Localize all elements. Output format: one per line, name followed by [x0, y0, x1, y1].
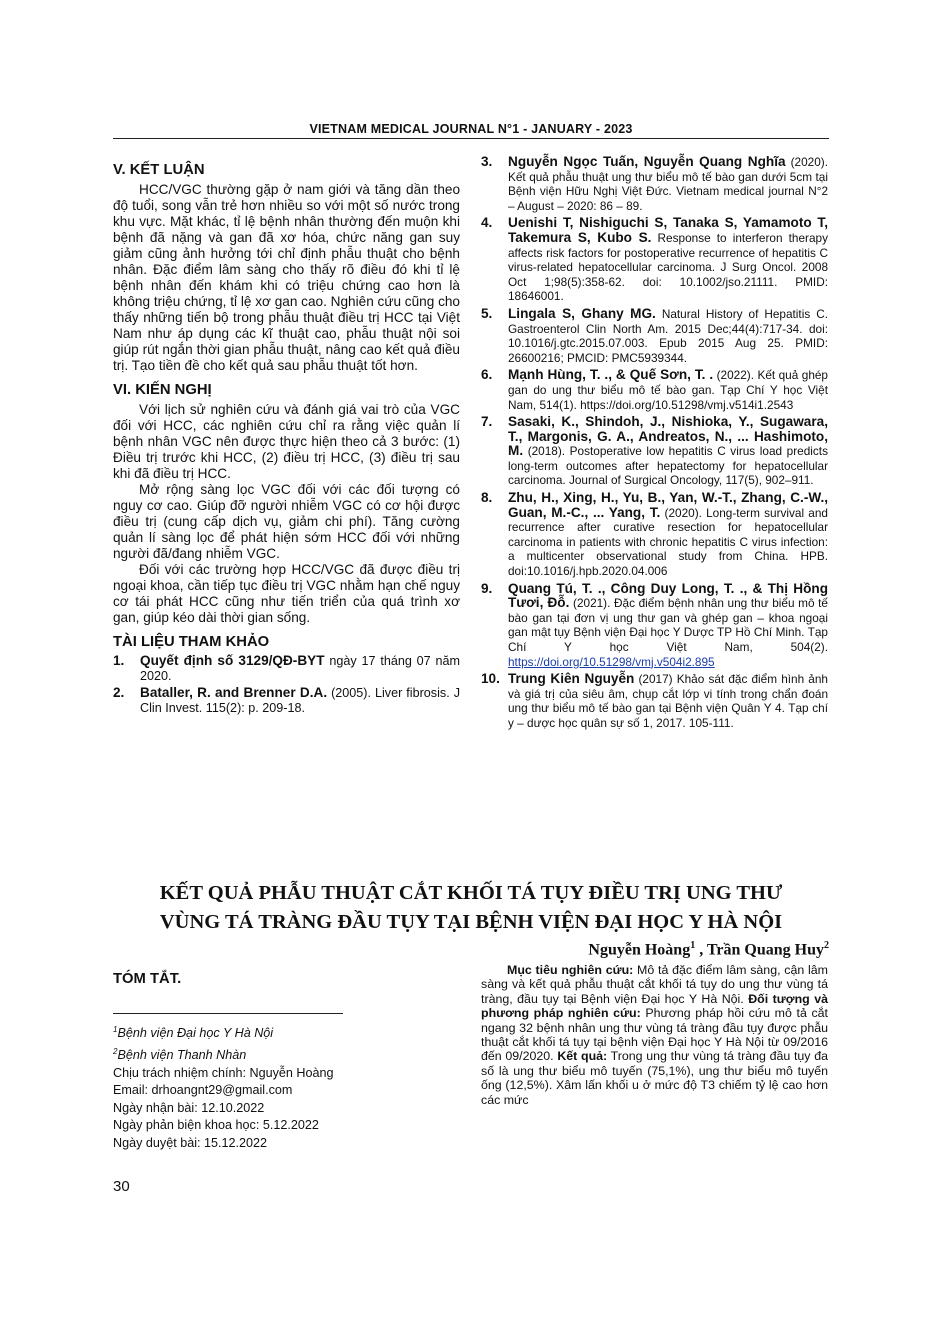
footnotes: [113, 1021, 413, 1153]
section-heading-recommendations: VI. KIẾN NGHỊ: [113, 382, 212, 398]
reference-authors: Mạnh Hùng, T. ., & Quế Sơn, T. .: [508, 367, 714, 383]
reference-number: 7.: [481, 414, 493, 430]
reference-number: 8.: [481, 490, 493, 506]
conclusion-paragraph: HCC/VGC thường gặp ở nam giới và tăng dần theo độ tuổi, song vẫn trẻ hơn nhiều so với một số nước trong khu vực. Mặt khác, tỉ lệ bệnh nhân thường đến muộn khi bệnh đã nặng và gan đã xơ hóa, chức năng gan suy giảm cũng ảnh hưởng tới chỉ định phẫu thuật cho bệnh nhân. Đặc điểm lâm sàng cho thấy rõ điều đó khi tỉ lệ bệnh nhân đến khám khi có triệu chứng cao hơn là không triệu chứng, tỉ lệ xơ gan cao. Nghiên cứu cũng cho thấy những tiến bộ trong phẫu thuật điều trị HCC tại Việt Nam như áp dụng các kĩ thuật cao, phẫu thuật nội soi giúp rút ngắn thời gian phẫu thuật, nâng cao kết quả điều trị. Tạo tiền đề cho kết quả sau phẫu thuật tốt hơn.: [113, 182, 460, 373]
abstract-paragraph: [481, 963, 828, 1107]
reference-list-right: [481, 155, 828, 731]
reference-details: (2018). Postoperative low hepatitis C virus load predicts long-term outcomes after hepatectomy for hepatocellular carcinoma. Journal of Surgical Oncology, 117(5), 902–911.: [508, 444, 828, 488]
reference-authors: Uenishi T, Nishiguchi S, Tanaka S, Yamamoto T, Takemura S, Kubo S.: [508, 215, 828, 245]
reference-details: (2021). Đặc điểm bệnh nhân ung thư biểu mô tế bào gan tại đơn vị ung thư gan và ghép gan – khoa ngoại gan mật tụy Bệnh viện Đại học Y Dược TP Hồ Chí Minh. Tạp Chí Y học Việt Nam, 504(2).: [508, 596, 828, 654]
affiliation-2: [113, 1043, 413, 1065]
article-title-line-1: KẾT QUẢ PHẪU THUẬT CẮT KHỐI TÁ TỤY ĐIỀU TRỊ UNG THƯ: [159, 882, 783, 904]
section-heading-conclusion: V. KẾT LUẬN: [113, 162, 205, 178]
reference-authors: Quyết định số 3129/QĐ-BYT: [140, 653, 325, 668]
recommendation-paragraph-3: Đối với các trường hợp HCC/VGC đã được điều trị ngoại khoa, cần tiếp tục điều trị VGC nhằm hạn chế nguy cơ tái phát HCC cũng như tiến triển của quá trình xơ gan, giúp kéo dài thời gian sống.: [113, 562, 460, 625]
article-title-line-2: VÙNG TÁ TRÀNG ĐẦU TỤY TẠI BỆNH VIỆN ĐẠI HỌC Y HÀ NỘI: [159, 911, 783, 933]
reference-number: 4.: [481, 215, 493, 231]
reference-item: [481, 415, 828, 488]
reference-authors: Nguyễn Ngọc Tuấn, Nguyễn Quang Nghĩa: [508, 154, 786, 169]
reference-details: (2020). Kết quả phẫu thuật ung thư biểu mô tế bào gan dưới 5cm tại Bệnh viện Hữu Nghị Việt Đức. Vietnam medical journal N°2 – August – 2020: 86 – 89.: [508, 155, 829, 213]
reference-item: [481, 491, 828, 579]
left-column: [113, 160, 460, 718]
affiliation-name: Bệnh viện Thanh Nhàn: [117, 1047, 247, 1062]
reference-number: 3.: [481, 154, 493, 169]
reference-authors: Zhu, H., Xing, H., Yu, B., Yan, W.-T., Zhang, C.-W., Guan, M.-C., ... Yang, T.: [508, 490, 828, 520]
reference-item: [481, 368, 828, 412]
affiliation-name: Bệnh viện Đại học Y Hà Nội: [117, 1026, 274, 1041]
reference-item: [481, 672, 828, 730]
date-accepted: Ngày duyệt bài: 15.12.2022: [113, 1135, 268, 1150]
abstract-methods-text: Phương pháp hồi cứu mô tả cắt ngang 32 bệnh nhân ung thư vùng tá tràng đầu tụy được phẫu thuật cắt khối tá tụy tại bệnh viện Đại học Y Hà Nội từ 09/2016 đến 09/2020.: [481, 1006, 828, 1064]
reference-details: (2017) Khảo sát đặc điểm hình ảnh và giá trị của siêu âm, chụp cắt lớp vi tính trong chẩn đoán ung thư biểu mô tế bào gan tại Bệnh viện Quân Y 4. Tạp chí y – dược học quân sự số 1, 2017. 105-111.: [508, 672, 828, 730]
reference-authors: Bataller, R. and Brenner D.A.: [140, 685, 328, 701]
running-header: VIETNAM MEDICAL JOURNAL N°1 - JANUARY - 2023: [309, 122, 633, 136]
abstract-methods-label: Đối tượng và phương pháp nghiên cứu:: [481, 991, 828, 1021]
corresponding-author: Chịu trách nhiệm chính: Nguyễn Hoàng: [113, 1065, 334, 1080]
reference-details: (2020). Long-term survival and recurrence after curative resection for hepatocellular carcinoma in patients with chronic hepatitis C virus infection: a multicenter observational study from China. HPB. doi:10.1016/j.hpb.2020.04.006: [508, 505, 828, 579]
abstract-objective-text: Mô tả đặc điểm lâm sàng, cận lâm sàng và kết quả phẫu thuật cắt khối tá tụy do ung thư vùng tá tràng, đầu tụy tại Bệnh viện Đại học Y Hà Nội.: [481, 963, 829, 1006]
reference-item: [481, 216, 828, 304]
summary-heading: TÓM TẮT.: [113, 971, 182, 987]
author-affiliation-mark: 1: [690, 940, 696, 951]
abstract-objective-label: Mục tiêu nghiên cứu:: [507, 963, 634, 977]
reference-item: [481, 582, 828, 670]
reference-authors: Trung Kiên Nguyễn: [508, 671, 635, 687]
recommendation-paragraph-1: Với lịch sử nghiên cứu và đánh giá vai trò của VGC đối với HCC, các nghiên cứu chỉ ra rằng việc quản lí bệnh nhân VGC nên được thực hiện theo cả 3 bước: (1) Điều trị trước khi HCC, (2) điều trị HCC, (3) điều trị sau khi đã điều trị HCC.: [113, 402, 460, 481]
corresponding-email: Email: drhoangnt29@gmail.com: [113, 1083, 293, 1098]
reference-item: [481, 155, 828, 213]
reference-authors: Quang Tú, T. ., Công Duy Long, T. ., & Thị Hồng Tươi, Đỗ.: [508, 580, 828, 611]
reference-number: 9.: [481, 580, 493, 596]
reference-authors: Lingala S, Ghany MG.: [508, 305, 656, 321]
right-column: [481, 155, 828, 734]
reference-details: Response to interferon therapy affects risk factors for postoperative recurrence of hepatitis C virus-related hepatocellular carcinoma. J Surg Oncol. 2008 Oct 1;98(5):358-62. doi: 10.1002/jso.21111. PMID: 18646001.: [508, 230, 828, 304]
reference-details: (2022). Kết quả ghép gan do ung thư biểu mô tế bào gan. Tạp Chí Y học Việt Nam, 514(1). https://doi.org/10.51298/vmj.v514i1.2543: [508, 368, 828, 412]
affiliation-mark: 2: [113, 1046, 118, 1056]
article-title: [113, 879, 829, 937]
date-reviewed: Ngày phản biện khoa học: 5.12.2022: [113, 1118, 319, 1133]
affiliation-1: [113, 1021, 413, 1043]
reference-item: [113, 686, 460, 715]
author-line: [588, 940, 829, 959]
reference-number: 6.: [481, 367, 493, 383]
author-separator: ,: [695, 941, 707, 959]
reference-authors: Sasaki, K., Shindoh, J., Nishioka, Y., Sugawara, T., Margonis, G. A., Andreatos, N., ... Hashimoto, M.: [508, 414, 828, 459]
date-received: Ngày nhận bài: 12.10.2022: [113, 1100, 265, 1115]
page-number: 30: [113, 1178, 130, 1195]
reference-details: (2005). Liver fibrosis. J Clin Invest. 115(2): p. 209-18.: [140, 686, 460, 715]
footnote-divider: [113, 1013, 343, 1014]
abstract-results-text: Trong ung thư vùng tá tràng đầu tụy đa số là ung thư biểu mô tuyến (75,1%), ung thư biểu mô tuyến ống (12,5%). Xâm lấn khối u ở mức độ T3 chiếm tỷ lệ cao hơn các mức: [481, 1049, 828, 1107]
reference-item: [481, 307, 828, 365]
reference-number: 5.: [481, 305, 493, 321]
author-name: Nguyễn Hoàng: [588, 941, 691, 959]
reference-details: ngày 17 tháng 07 năm 2020.: [140, 654, 460, 683]
reference-number: 10.: [481, 671, 500, 687]
reference-list-left: [113, 654, 460, 715]
recommendation-paragraph-2: Mở rộng sàng lọc VGC đối với các đối tượng có nguy cơ cao. Giúp đỡ người nhiễm VGC có cơ hội được điều trị (cung cấp dịch vụ, giảm chi phí). Tăng cường quản lí sàng lọc để phát hiện sớm HCC đối với những người đã/đang nhiễm VGC.: [113, 482, 460, 561]
author-affiliation-mark: 2: [824, 940, 829, 951]
author-name: Trần Quang Huy: [706, 941, 824, 959]
affiliation-mark: 1: [113, 1025, 118, 1034]
doi-link[interactable]: https://doi.org/10.51298/vmj.v504i2.895: [508, 654, 715, 669]
reference-item: [113, 654, 460, 683]
section-heading-references: TÀI LIỆU THAM KHẢO: [113, 634, 270, 650]
reference-number: 2.: [113, 685, 125, 701]
abstract-results-label: Kết quả:: [557, 1049, 608, 1064]
header-divider: [113, 138, 829, 139]
reference-number: 1.: [113, 653, 125, 668]
reference-details: Natural History of Hepatitis C. Gastroenterol Clin North Am. 2015 Dec;44(4):717-34. doi: 10.1016/j.gtc.2015.07.003. Epub 2015 Aug 25. PMID: 26600216; PMCID: PMC5939344.: [508, 306, 829, 365]
